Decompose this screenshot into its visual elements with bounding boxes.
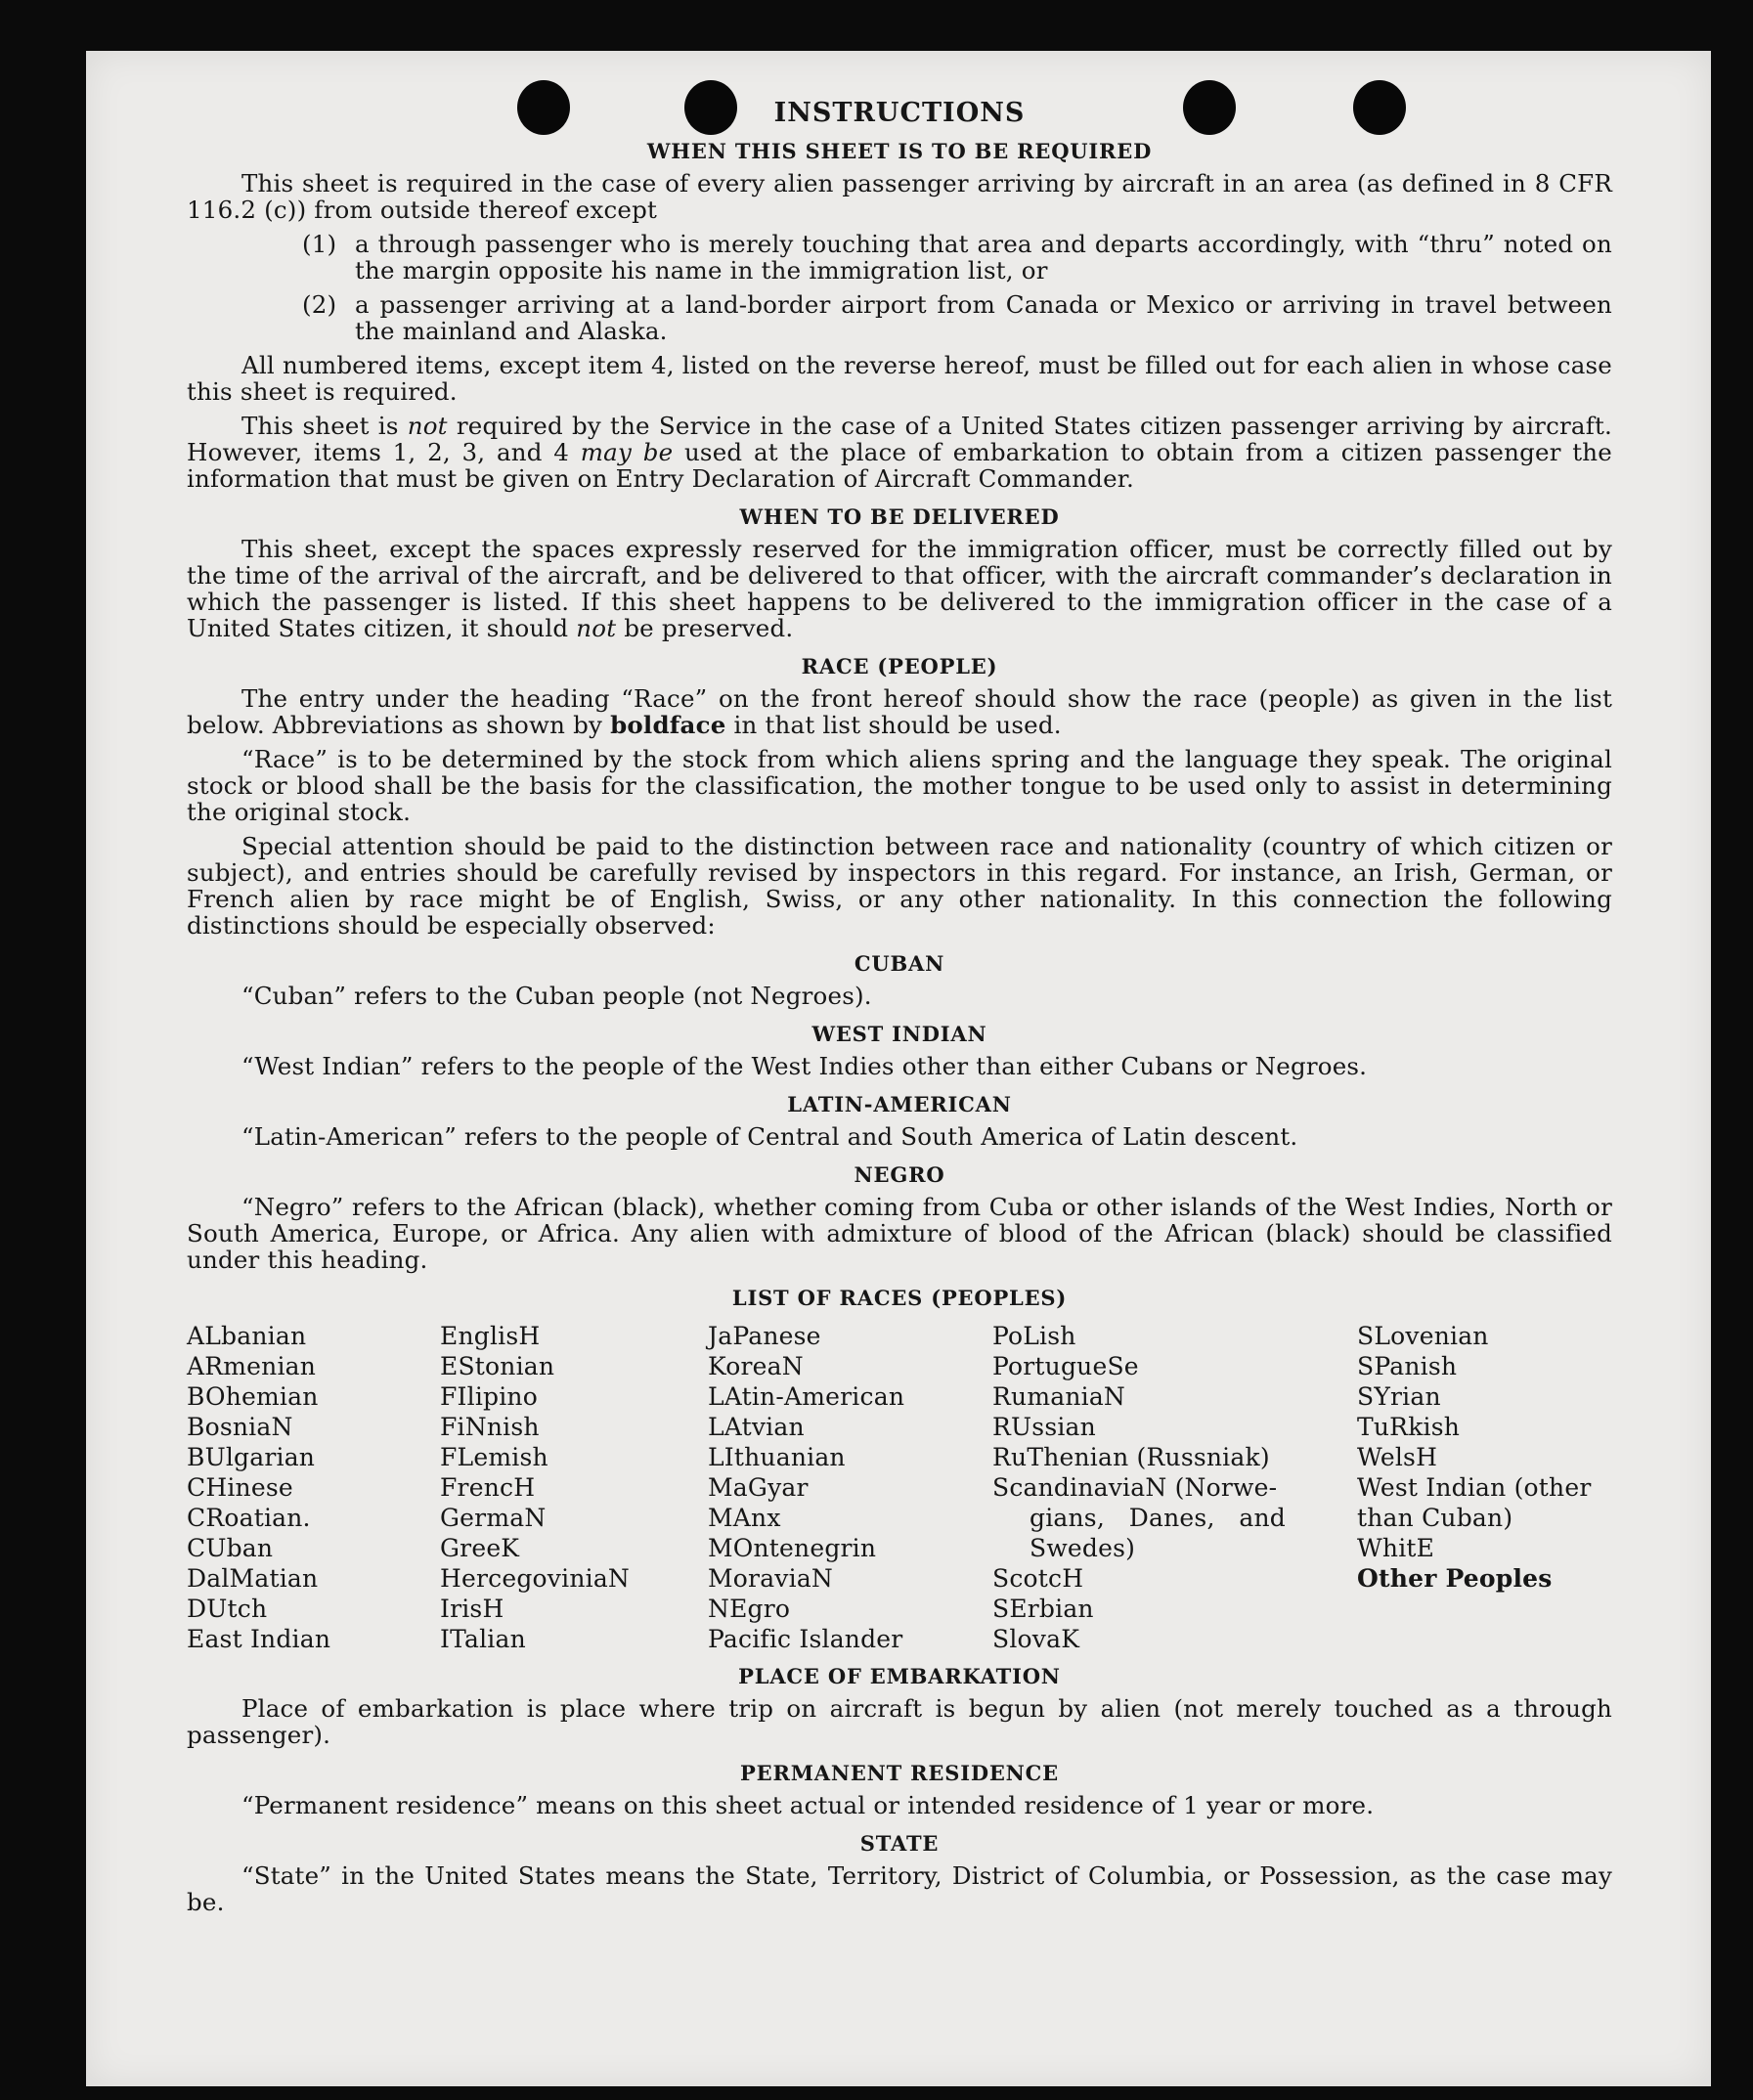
race-column-5	[1357, 1321, 1621, 1594]
race-entry: TuRkish	[1357, 1413, 1461, 1441]
race-entry: JaPanese	[708, 1322, 821, 1350]
item-text: a passenger arriving at a land-border airport from Canada or Mexico or arriving in travel between the mainland and Alaska.	[355, 290, 1612, 345]
document-page	[86, 51, 1711, 2086]
race-entry: KoreaN	[708, 1352, 804, 1380]
race-paragraph-2: “Race” is to be determined by the stock from which aliens spring and the language they speak. The original stock or blood shall be the basis for the classification, the mother tongue to be used only to assist in determining the original stock.	[187, 745, 1612, 826]
race-entry: Other Peoples	[1357, 1564, 1553, 1593]
race-entry: EnglisH	[440, 1322, 541, 1350]
italic-not: not	[407, 412, 448, 440]
race-paragraph-3: Special attention should be paid to the distinction between race and nationality (country of which citizen or subject), and entries should be carefully revised by inspectors in this regard. For instance, an Irish, German, or French alien by race might be of English, Swiss, or any other nationality. In this connection the following distinctions should be especially observed:	[187, 832, 1612, 940]
race-entry: DalMatian	[187, 1564, 319, 1593]
required-items-paragraph: All numbered items, except item 4, listed on the reverse hereof, must be filled out for each alien in whose case this sheet is required.	[187, 351, 1612, 406]
race-entry: SErbian	[992, 1595, 1094, 1623]
race-column-4	[992, 1321, 1286, 1654]
heading-list-of-races: LIST OF RACES (PEOPLES)	[731, 1286, 1068, 1310]
instructions-body	[187, 100, 1612, 1923]
heading-cuban: CUBAN	[854, 951, 945, 976]
race-entry: IrisH	[440, 1595, 504, 1623]
race-entry: SPanish	[1357, 1352, 1458, 1380]
delivered-paragraph	[187, 536, 1612, 641]
heading-when-delivered: WHEN TO BE DELIVERED	[739, 504, 1060, 529]
required-intro: This sheet is required in the case of every alien passenger arriving by aircraft in an area (as defined in 8 CFR 116.2 (c)) from outside thereof except	[187, 169, 1612, 224]
embarkation-definition: Place of embarkation is place where trip on aircraft is begun by alien (not merely touched as a through passenger).	[187, 1694, 1612, 1749]
race-entry: CRoatian.	[187, 1504, 311, 1532]
race-entry: MoraviaN	[708, 1564, 834, 1593]
race-entry: CUban	[187, 1534, 274, 1562]
race-column-2	[440, 1321, 630, 1654]
race-entry: RumaniaN	[992, 1382, 1126, 1411]
race-entry: LAtin-American	[708, 1382, 905, 1411]
text-run: The entry under the heading “Race” on the front hereof should show the race (people) as given in the list below. Abbreviations as shown by	[187, 684, 1612, 739]
cuban-definition: “Cuban” refers to the Cuban people (not Negroes).	[241, 982, 872, 1010]
text-run: in that list should be used.	[725, 711, 1062, 739]
race-entry: DUtch	[187, 1595, 268, 1623]
text-run: used at the place of embarkation to obtain from a citizen passenger the information that must be given on Entry Declaration of Aircraft Commander.	[187, 438, 1612, 493]
race-entry: WelsH	[1357, 1443, 1438, 1471]
bold-word: boldface	[610, 711, 726, 739]
heading-state: STATE	[859, 1831, 940, 1856]
race-column-1	[187, 1321, 330, 1654]
race-entry: GermaN	[440, 1504, 547, 1532]
race-list	[187, 1321, 1612, 1651]
race-entry: SYrian	[1357, 1382, 1441, 1411]
race-entry-west-indian-cont: than Cuban)	[1357, 1504, 1513, 1532]
heading-permanent-residence: PERMANENT RESIDENCE	[740, 1761, 1059, 1785]
item-number: (2)	[302, 290, 337, 319]
text-run: required by the Service in the case of a United States citizen passenger arriving by aircraft. However, items 1, 2, 3, and 4	[187, 412, 1613, 466]
latin-american-definition: “Latin-American” refers to the people of Central and South America of Latin descent.	[241, 1122, 1298, 1151]
race-entry: RUssian	[992, 1413, 1096, 1441]
race-entry: MAnx	[708, 1504, 781, 1532]
race-entry: ITalian	[440, 1625, 526, 1653]
race-entry: FiNnish	[440, 1413, 540, 1441]
race-entry: NEgro	[708, 1595, 791, 1623]
heading-when-required: WHEN THIS SHEET IS TO BE REQUIRED	[646, 139, 1153, 163]
race-entry: EStonian	[440, 1352, 555, 1380]
race-column-3	[708, 1321, 904, 1654]
heading-west-indian: WEST INDIAN	[811, 1022, 987, 1046]
race-entry: FLemish	[440, 1443, 548, 1471]
race-entry: PortugueSe	[992, 1352, 1139, 1380]
race-entry: FIlipino	[440, 1382, 538, 1411]
race-entry: CHinese	[187, 1473, 293, 1502]
race-paragraph-1	[187, 685, 1612, 738]
west-indian-definition: “West Indian” refers to the people of the West Indies other than either Cubans or Negroes.	[241, 1052, 1368, 1080]
race-entry: FrencH	[440, 1473, 536, 1502]
race-entry: PoLish	[992, 1322, 1076, 1350]
race-entry: Pacific Islander	[708, 1625, 903, 1653]
race-entry: WhitE	[1357, 1534, 1435, 1562]
race-entry-scandinavian-cont: gians, Danes, and	[1030, 1504, 1286, 1532]
race-entry: ALbanian	[187, 1322, 307, 1350]
italic-not: not	[576, 614, 617, 642]
italic-may-be: may be	[580, 438, 674, 466]
heading-race: RACE (PEOPLE)	[801, 654, 998, 678]
text-run: This sheet, except the spaces expressly reserved for the immigration officer, must be correctly filled out by the time of the arrival of the aircraft, and be delivered to that officer, with the aircraft commander’s declaration in which the passenger is listed. If this sheet happens to be delivered to the immigration officer in the case of a United States citizen, it should	[187, 535, 1612, 642]
text-run: be preserved.	[616, 614, 794, 642]
race-entry: SlovaK	[992, 1625, 1080, 1653]
race-entry-scandinavian-cont: Swedes)	[1030, 1534, 1136, 1562]
page-title: INSTRUCTIONS	[773, 98, 1026, 128]
citizen-paragraph	[187, 413, 1612, 492]
race-entry: HercegoviniaN	[440, 1564, 630, 1593]
race-entry: MOntenegrin	[708, 1534, 877, 1562]
race-entry: ScotcH	[992, 1564, 1084, 1593]
negro-definition: “Negro” refers to the African (black), whether coming from Cuba or other islands of the West Indies, North or South America, Europe, or Africa. Any alien with admixture of blood of the African (black) should be classified under this heading.	[187, 1193, 1612, 1274]
item-text: a through passenger who is merely touching that area and departs accordingly, with “thru” noted on the margin opposite his name in the immigration list, or	[355, 230, 1612, 284]
heading-place-of-embarkation: PLACE OF EMBARKATION	[738, 1664, 1061, 1688]
race-entry-west-indian: West Indian (other	[1357, 1473, 1592, 1502]
race-entry: BOhemian	[187, 1382, 319, 1411]
residence-definition: “Permanent residence” means on this sheet actual or intended residence of 1 year or more.	[241, 1791, 1375, 1819]
text-run: This sheet is	[241, 412, 408, 440]
race-entry: BUlgarian	[187, 1443, 316, 1471]
race-entry: ARmenian	[187, 1352, 317, 1380]
race-entry-scandinavian: ScandinaviaN (Norwe-	[992, 1473, 1278, 1502]
race-entry: RuThenian (Russniak)	[992, 1443, 1270, 1471]
exception-item-2	[302, 291, 1612, 344]
race-entry: LAtvian	[708, 1413, 805, 1441]
state-definition: “State” in the United States means the State, Territory, District of Columbia, or Possession, as the case may be.	[187, 1861, 1612, 1916]
race-entry: LIthuanian	[708, 1443, 846, 1471]
race-entry: MaGyar	[708, 1473, 809, 1502]
race-entry: SLovenian	[1357, 1322, 1489, 1350]
heading-negro: NEGRO	[854, 1162, 945, 1187]
item-number: (1)	[302, 230, 337, 258]
race-entry: BosniaN	[187, 1413, 293, 1441]
race-entry: GreeK	[440, 1534, 520, 1562]
heading-latin-american: LATIN-AMERICAN	[787, 1092, 1012, 1116]
race-entry: East Indian	[187, 1625, 331, 1653]
exception-item-1	[302, 231, 1612, 284]
